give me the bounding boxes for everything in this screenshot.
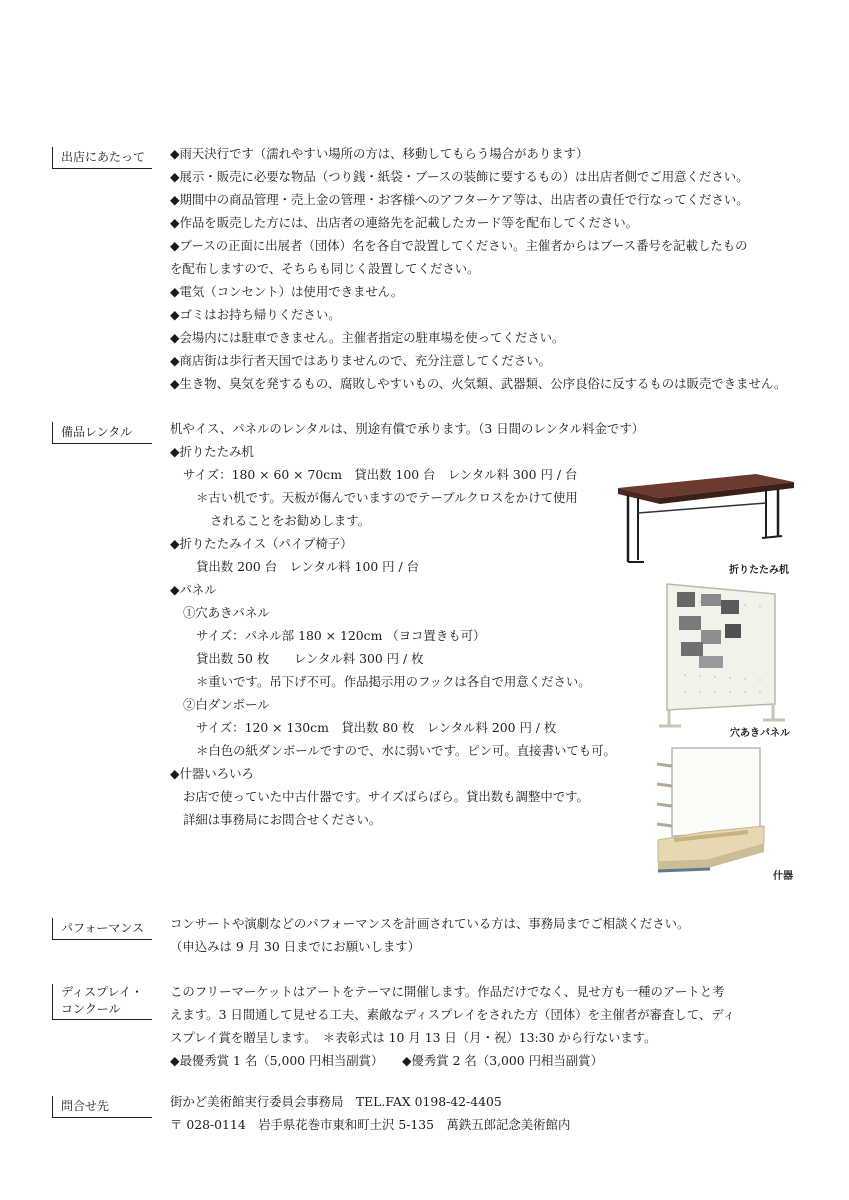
- display-line: ◆最優秀賞 1 名（5,000 円相当副賞） ◆優秀賞 2 名（3,000 円相当副賞）: [170, 1053, 603, 1068]
- performance-line: （申込みは 9 月 30 日までにお願いします）: [170, 939, 421, 954]
- contact-line: 〒 028-0114 岩手県花巻市東和町土沢 5-135 萬鉄五郎記念美術館内: [170, 1117, 571, 1132]
- folding-table-caption: 折りたたみ机: [729, 565, 789, 576]
- display-line: このフリーマーケットはアートをテーマに開催します。作品だけでなく、見せ方も一種のアートと考: [170, 984, 725, 999]
- section-label-display: [52, 984, 152, 1020]
- rental-line: ＊白色の紙ダンボールですので、水に弱いです。ピン可。直接書いても可。: [196, 743, 616, 758]
- rental-line: 貸出数 200 台 レンタル料 100 円 / 台: [196, 559, 419, 574]
- perforated-panel-photo: [655, 580, 790, 730]
- rental-line: 貸出数 50 枚 レンタル料 300 円 / 枚: [196, 651, 424, 666]
- rental-line: お店で使っていた中古什器です。サイズばらばら。貸出数も調整中です。: [183, 789, 589, 804]
- section-label-performance: パフォーマンス: [52, 918, 152, 940]
- notes-line: ◆期間中の商品管理・売上金の管理・お客様へのアフターケア等は、出店者の責任で行なってください。: [170, 192, 749, 207]
- display-line: えます。3 日間通して見せる工夫、素敵なディスプレイをされた方（団体）を主催者が審査して、ディ: [170, 1007, 736, 1022]
- rental-line: ②白ダンボール: [183, 697, 270, 712]
- rental-line: ①穴あきパネル: [183, 605, 270, 620]
- rental-line: ＊古い机です。天板が傷んでいますのでテーブルクロスをかけて使用: [196, 490, 578, 505]
- perforated-panel-caption: 穴あきパネル: [730, 728, 790, 739]
- rental-line: ◆パネル: [170, 582, 217, 597]
- notes-line: ◆商店街は歩行者天国ではありませんので、充分注意してください。: [170, 353, 551, 368]
- section-label-notes: 出店にあたって: [52, 147, 152, 169]
- rental-line: 机やイス、パネルのレンタルは、別途有償で承ります。（3 日間のレンタル料金です）: [170, 421, 645, 436]
- rental-line: されることをお勧めします。: [210, 513, 371, 528]
- notes-line: を配布しますので、そちらも同じく設置してください。: [170, 261, 480, 276]
- notes-line: ◆生き物、臭気を発するもの、腐敗しやすいもの、火気類、武器類、公序良俗に反するものは販売できません。: [170, 376, 787, 391]
- notes-line: ◆作品を販売した方には、出店者の連絡先を記載したカード等を配布してください。: [170, 215, 638, 230]
- rental-line: サイズ：180 × 60 × 70cm 貸出数 100 台 レンタル料 300 円 / 台: [183, 467, 578, 482]
- rental-line: ◆折りたたみイス（パイプ椅子）: [170, 536, 353, 551]
- rental-line: サイズ：パネル部 180 × 120cm （ヨコ置きも可）: [196, 628, 486, 643]
- rental-line: サイズ：120 × 130cm 貸出数 80 枚 レンタル料 200 円 / 枚: [196, 720, 557, 735]
- notes-line: ◆ブースの正面に出展者（団体）名を各自で設置してください。主催者からはブース番号を記載したもの: [170, 238, 748, 253]
- section-label-display-line2: コンクール: [61, 1002, 121, 1016]
- fixture-photo: [652, 744, 772, 874]
- notes-line: ◆ゴミはお持ち帰りください。: [170, 307, 341, 322]
- rental-line: ◆折りたたみ机: [170, 444, 254, 459]
- display-line: スプレイ賞を贈呈します。 ＊表彰式は 10 月 13 日（月・祝）13:30 から行ないます。: [170, 1030, 657, 1045]
- performance-line: コンサートや演劇などのパフォーマンスを計画されている方は、事務局までご相談ください。: [170, 916, 690, 931]
- notes-line: ◆会場内には駐車できません。主催者指定の駐車場を使ってください。: [170, 330, 565, 345]
- section-label-rental: 備品レンタル: [52, 422, 152, 444]
- rental-line: 詳細は事務局にお問合せください。: [183, 812, 382, 827]
- section-label-contact: 問合せ先: [52, 1096, 152, 1118]
- rental-line: ＊重いです。吊下げ不可。作品掲示用のフックは各自で用意ください。: [196, 674, 591, 689]
- fixture-caption: 什器: [773, 871, 793, 882]
- section-label-display-line1: ディスプレイ・: [61, 985, 143, 999]
- folding-table-photo: [616, 468, 796, 568]
- notes-line: ◆雨天決行です（濡れやすい場所の方は、移動してもらう場合があります）: [170, 146, 589, 161]
- notes-line: ◆電気（コンセント）は使用できません。: [170, 284, 404, 299]
- contact-line: 街かど美術館実行委員会事務局 TEL.FAX 0198-42-4405: [170, 1094, 502, 1109]
- notes-line: ◆展示・販売に必要な物品（つり銭・紙袋・ブースの装飾に要するもの）は出店者側でご用意ください。: [170, 169, 749, 184]
- rental-line: ◆什器いろいろ: [170, 766, 254, 781]
